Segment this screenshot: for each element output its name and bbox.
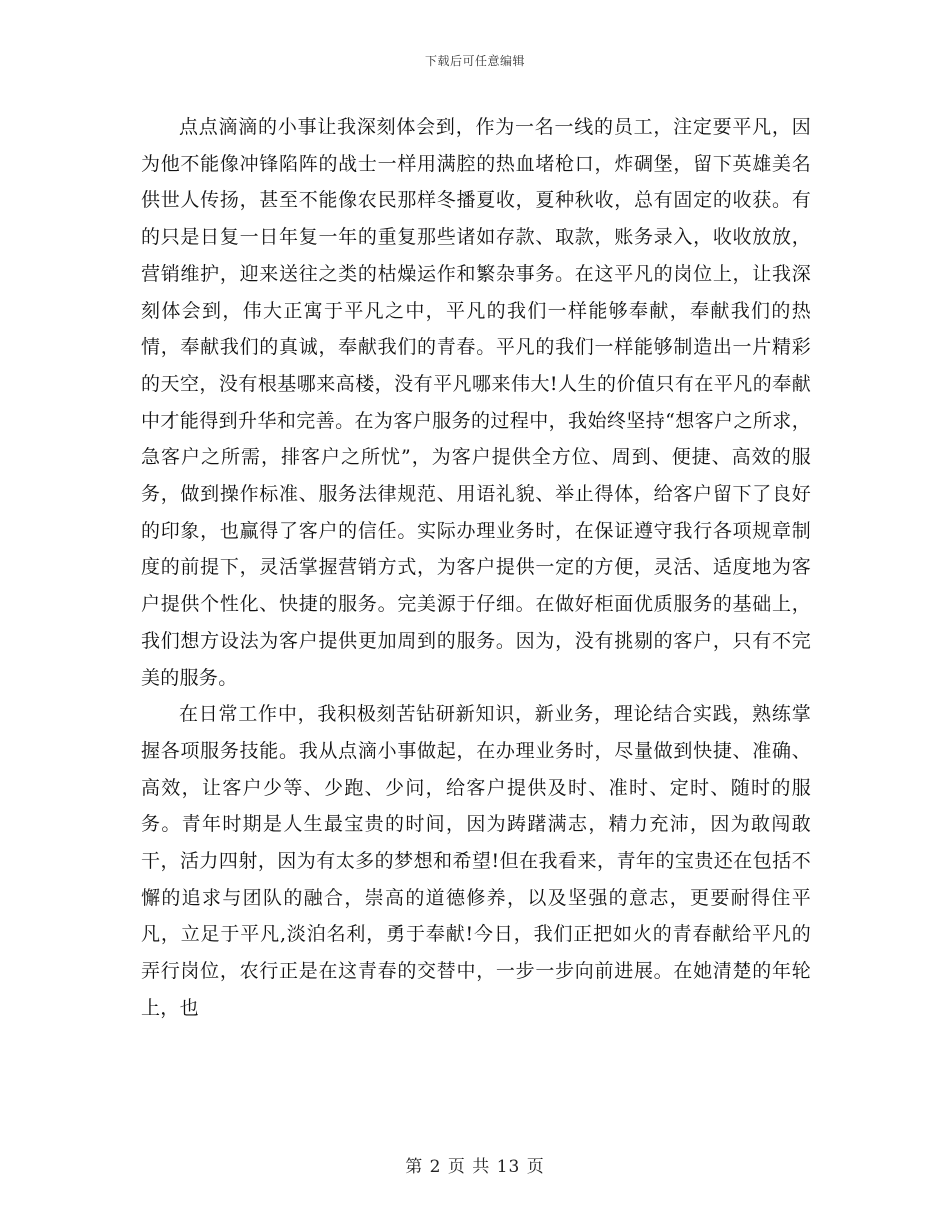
paragraph-1: 点点滴滴的小事让我深刻体会到，作为一名一线的员工，注定要平凡，因为他不能像冲锋陷阵的战士一样用满腔的热血堵枪口，炸碉堡，留下英雄美名供世人传扬，甚至不能像农民那样冬播夏收，夏种秋收，总有固定的收获。有的只是日复一日年复一年的重复那些诸如存款、取款，账务录入，收收放放，营销维护，迎来送往之类的枯燥运作和繁杂事务。在这平凡的岗位上，让我深刻体会到，伟大正寓于平凡之中，平凡的我们一样能够奉献，奉献我们的热情，奉献我们的真诚，奉献我们的青春。平凡的我们一样能够制造出一片精彩的天空，没有根基哪来高楼，没有平凡哪来伟大!人生的价值只有在平凡的奉献中才能得到升华和完善。在为客户服务的过程中，我始终坚持“想客户之所求，急客户之所需，排客户之所忧”，为客户提供全方位、周到、便捷、高效的服务，做到操作标准、服务法律规范、用语礼貌、举止得体，给客户留下了良好的印象，也赢得了客户的信任。实际办理业务时，在保证遵守我行各项规章制度的前提下，灵活掌握营销方式，为客户提供一定的方便，灵活、适度地为客户提供个性化、快捷的服务。完美源于仔细。在做好柜面优质服务的基础上，我们想方设法为客户提供更加周到的服务。因为，没有挑剔的客户，只有不完美的服务。 [141, 116, 811, 689]
page-number: 第 2 页 共 13 页 [405, 1157, 545, 1177]
page-header-note: 下载后可任意编辑 [424, 54, 525, 68]
document-body [141, 109, 811, 1027]
paragraph-2: 在日常工作中，我积极刻苦钻研新知识，新业务，理论结合实践，熟练掌握各项服务技能。我从点滴小事做起，在办理业务时，尽量做到快捷、准确、高效，让客户少等、少跑、少问，给客户提供及时、准时、定时、随时的服务。青年时期是人生最宝贵的时间，因为踌躇满志，精力充沛，因为敢闯敢干，活力四射，因为有太多的梦想和希望!但在我看来，青年的宝贵还在包括不懈的追求与团队的融合，崇高的道德修养，以及坚强的意志，更要耐得住平凡，立足于平凡,淡泊名利，勇于奉献!今日，我们正把如火的青春献给平凡的弄行岗位，农行正是在这青春的交替中，一步一步向前进展。在她清楚的年轮上，也 [141, 703, 811, 1019]
